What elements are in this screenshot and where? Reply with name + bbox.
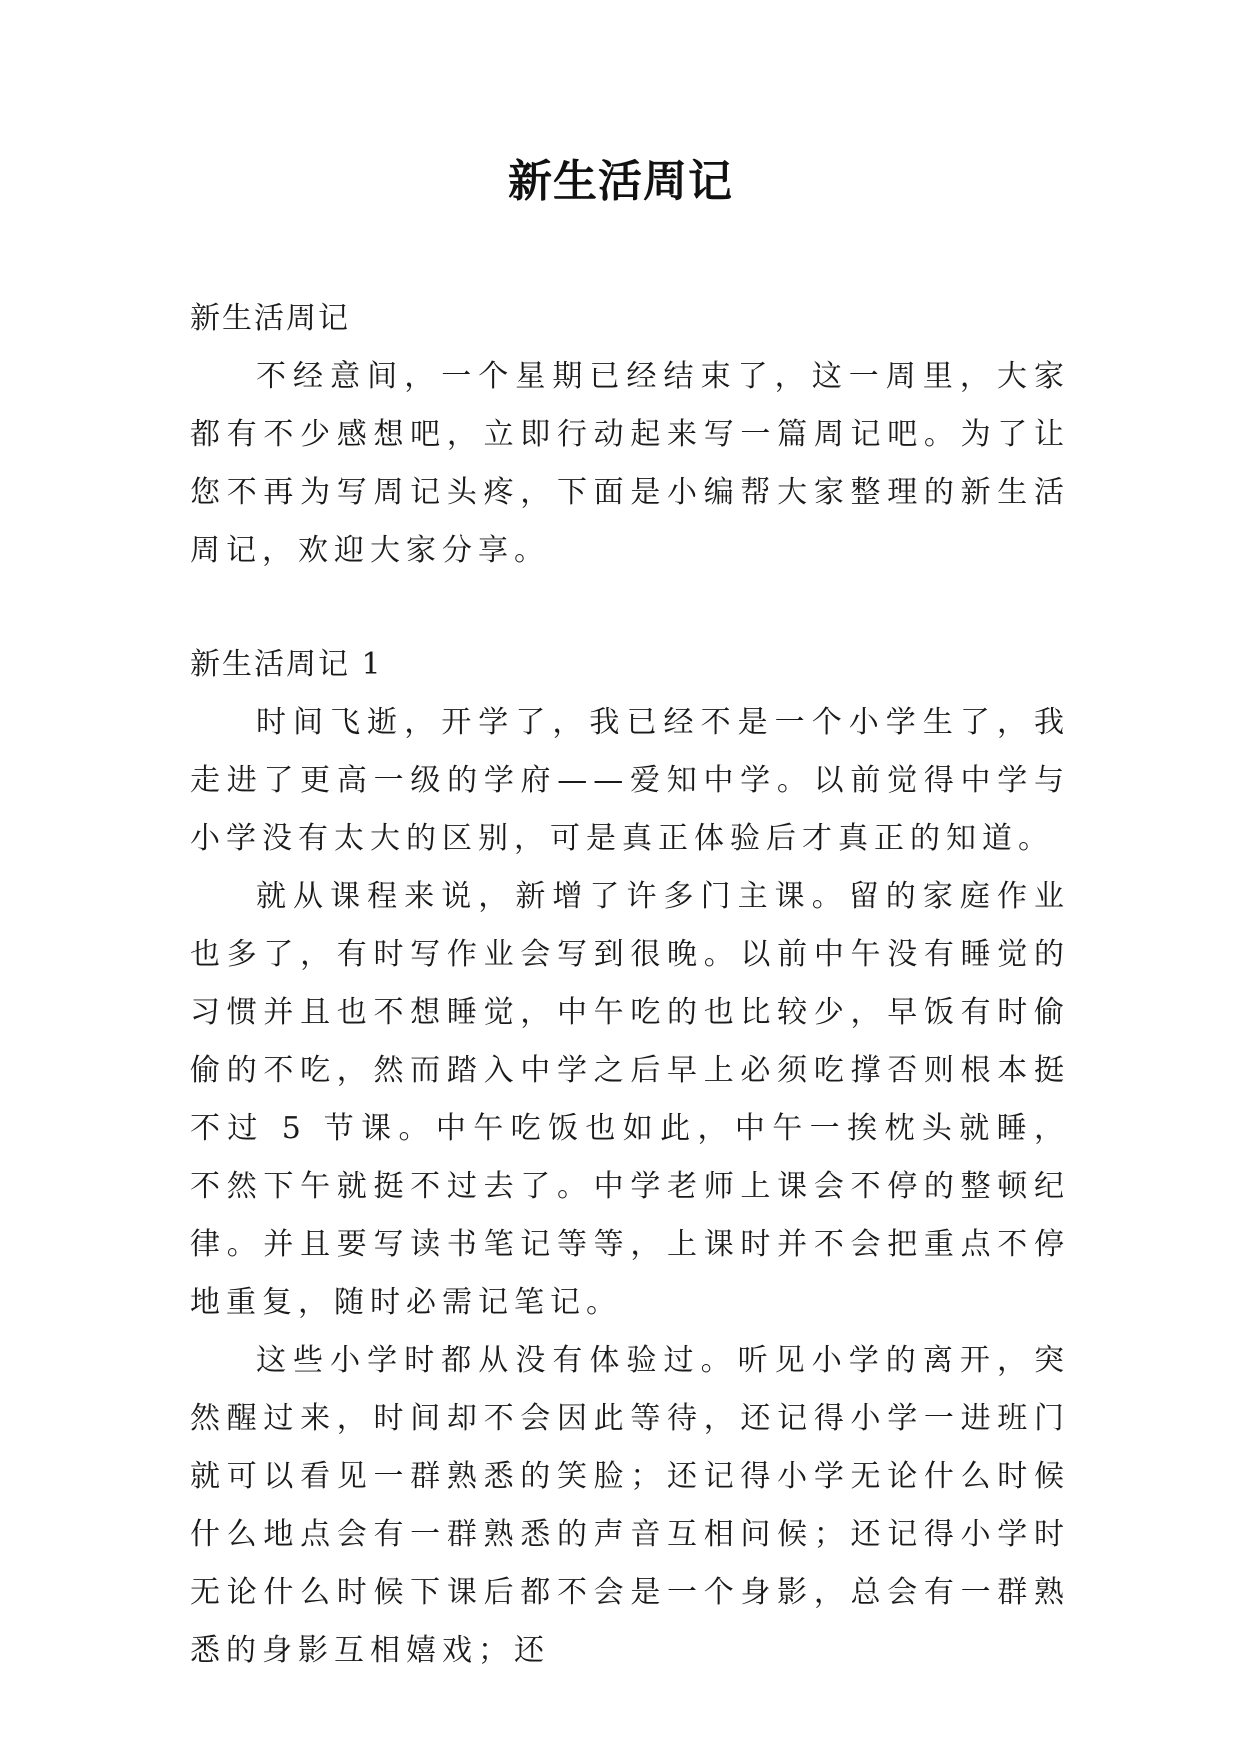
intro-paragraph: 不经意间，一个星期已经结束了，这一周里，大家都有不少感想吧，立即行动起来写一篇周记吧。为了让您不再为写周记头疼，下面是小编帮大家整理的新生活周记，欢迎大家分享。 bbox=[190, 359, 1070, 568]
document-title: 新生活周记 bbox=[508, 156, 733, 207]
section-spacer bbox=[190, 580, 1070, 636]
body-paragraph-1: 时间飞逝，开学了，我已经不是一个小学生了，我走进了更高一级的学府——爱知中学。以前觉得中学与小学没有太大的区别，可是真正体验后才真正的知道。 bbox=[190, 705, 1070, 856]
intro-heading: 新生活周记 bbox=[190, 301, 350, 336]
body-paragraph-3: 这些小学时都从没有体验过。听见小学的离开，突然醒过来，时间却不会因此等待，还记得小学一进班门就可以看见一群熟悉的笑脸；还记得小学无论什么时候什么地点会有一群熟悉的声音互相问候；还记得小学时无论什么时候下课后都不会是一个身影，总会有一群熟悉的身影互相嬉戏；还 bbox=[190, 1343, 1070, 1668]
section-heading: 新生活周记 1 bbox=[190, 647, 383, 682]
document-body bbox=[190, 290, 1070, 1680]
body-paragraph-2: 就从课程来说，新增了许多门主课。留的家庭作业也多了，有时写作业会写到很晚。以前中午没有睡觉的习惯并且也不想睡觉，中午吃的也比较少，早饭有时偷偷的不吃，然而踏入中学之后早上必须吃撑否则根本挺不过 5 节课。中午吃饭也如此，中午一挨枕头就睡，不然下午就挺不过去了。中学老师上课会不停的整顿纪律。并且要写读书笔记等等，上课时并不会把重点不停地重复，随时必需记笔记。 bbox=[190, 879, 1070, 1320]
